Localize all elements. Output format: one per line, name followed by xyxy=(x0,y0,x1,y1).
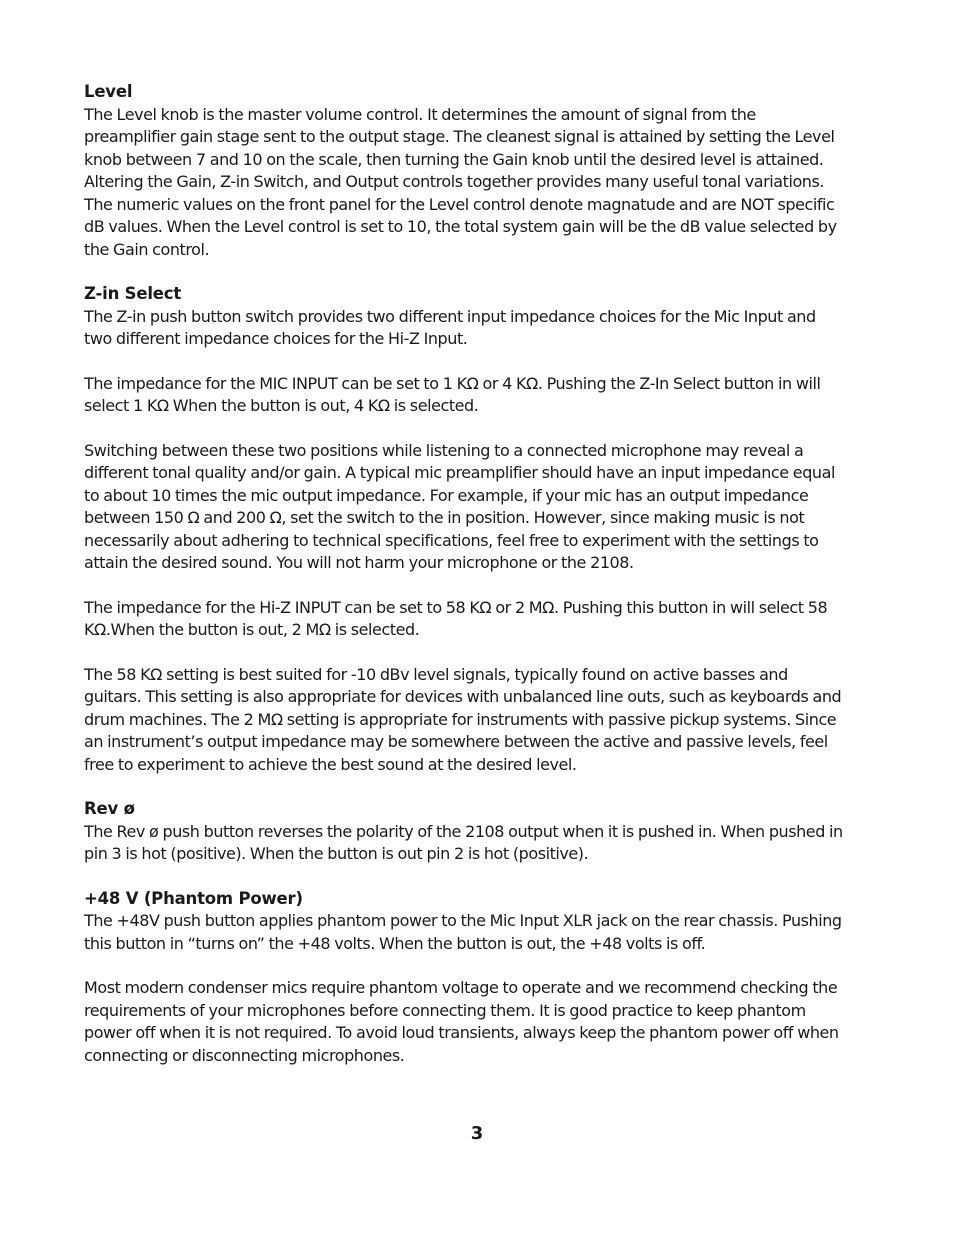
section-title-level: Level xyxy=(84,82,133,101)
section-title-z-in-select: Z-in Select xyxy=(84,284,182,303)
paragraph: The Z-in push button switch provides two different input impedance choices for the Mic Input and two different impedance choices for the Hi-Z Input. xyxy=(84,306,816,348)
paragraph: The impedance for the Hi-Z INPUT can be set to 58 KΩ or 2 MΩ. Pushing this button in will select 58 KΩ.When the button is out, 2 MΩ is selected. xyxy=(84,597,828,639)
document-page xyxy=(84,81,844,1067)
paragraph: The Level knob is the master volume control. It determines the amount of signal from the preamplifier gain stage sent to the output stage. The cleanest signal is attained by setting the Level knob between 7 and 10 on the scale, then turning the Gain knob until the desired level is attained. Altering the Gain, Z-in Switch, and Output controls together provides many useful tonal variations. The numeric values on the front panel for the Level control denote magnatude and are NOT specific dB values. When the Level control is set to 10, the total system gain will be the dB value selected by the Gain control. xyxy=(84,104,837,259)
paragraph: The Rev ø push button reverses the polarity of the 2108 output when it is pushed in. When pushed in pin 3 is hot (positive). When the button is out pin 2 is hot (positive). xyxy=(84,821,843,863)
paragraph: The 58 KΩ setting is best suited for -10 dBv level signals, typically found on active basses and guitars. This setting is also appropriate for devices with unbalanced line outs, such as keyboards and drum machines. The 2 MΩ setting is appropriate for instruments with passive pickup systems. Since an instrument’s output impedance may be somewhere between the active and passive levels, feel free to experiment to achieve the best sound at the desired level. xyxy=(84,664,842,774)
page-number: 3 xyxy=(470,1123,484,1144)
paragraph: The +48V push button applies phantom power to the Mic Input XLR jack on the rear chassis. Pushing this button in “turns on” the +48 volts. When the button is out, the +48 volts is off. xyxy=(84,911,842,953)
section-title-rev-polarity: Rev ø xyxy=(84,799,135,818)
paragraph: Switching between these two positions while listening to a connected microphone may reveal a different tonal quality and/or gain. A typical mic preamplifier should have an input impedance equal to about 10 times the mic output impedance. For example, if your mic has an output impedance between 150 Ω and 200 Ω, set the switch to the in position. However, since making music is not necessarily about adhering to technical specifications, feel free to experiment with the settings to attain the desired sound. You will not harm your microphone or the 2108. xyxy=(84,440,835,572)
paragraph: The impedance for the MIC INPUT can be set to 1 KΩ or 4 KΩ. Pushing the Z-In Select button in will select 1 KΩ When the button is out, 4 KΩ is selected. xyxy=(84,373,821,415)
section-title-phantom-power: +48 V (Phantom Power) xyxy=(84,888,303,908)
paragraph: Most modern condenser mics require phantom voltage to operate and we recommend checking the requirements of your microphones before connecting them. It is good practice to keep phantom power off when it is not required. To avoid loud transients, always keep the phantom power off when connecting or disconnecting microphones. xyxy=(84,978,839,1065)
